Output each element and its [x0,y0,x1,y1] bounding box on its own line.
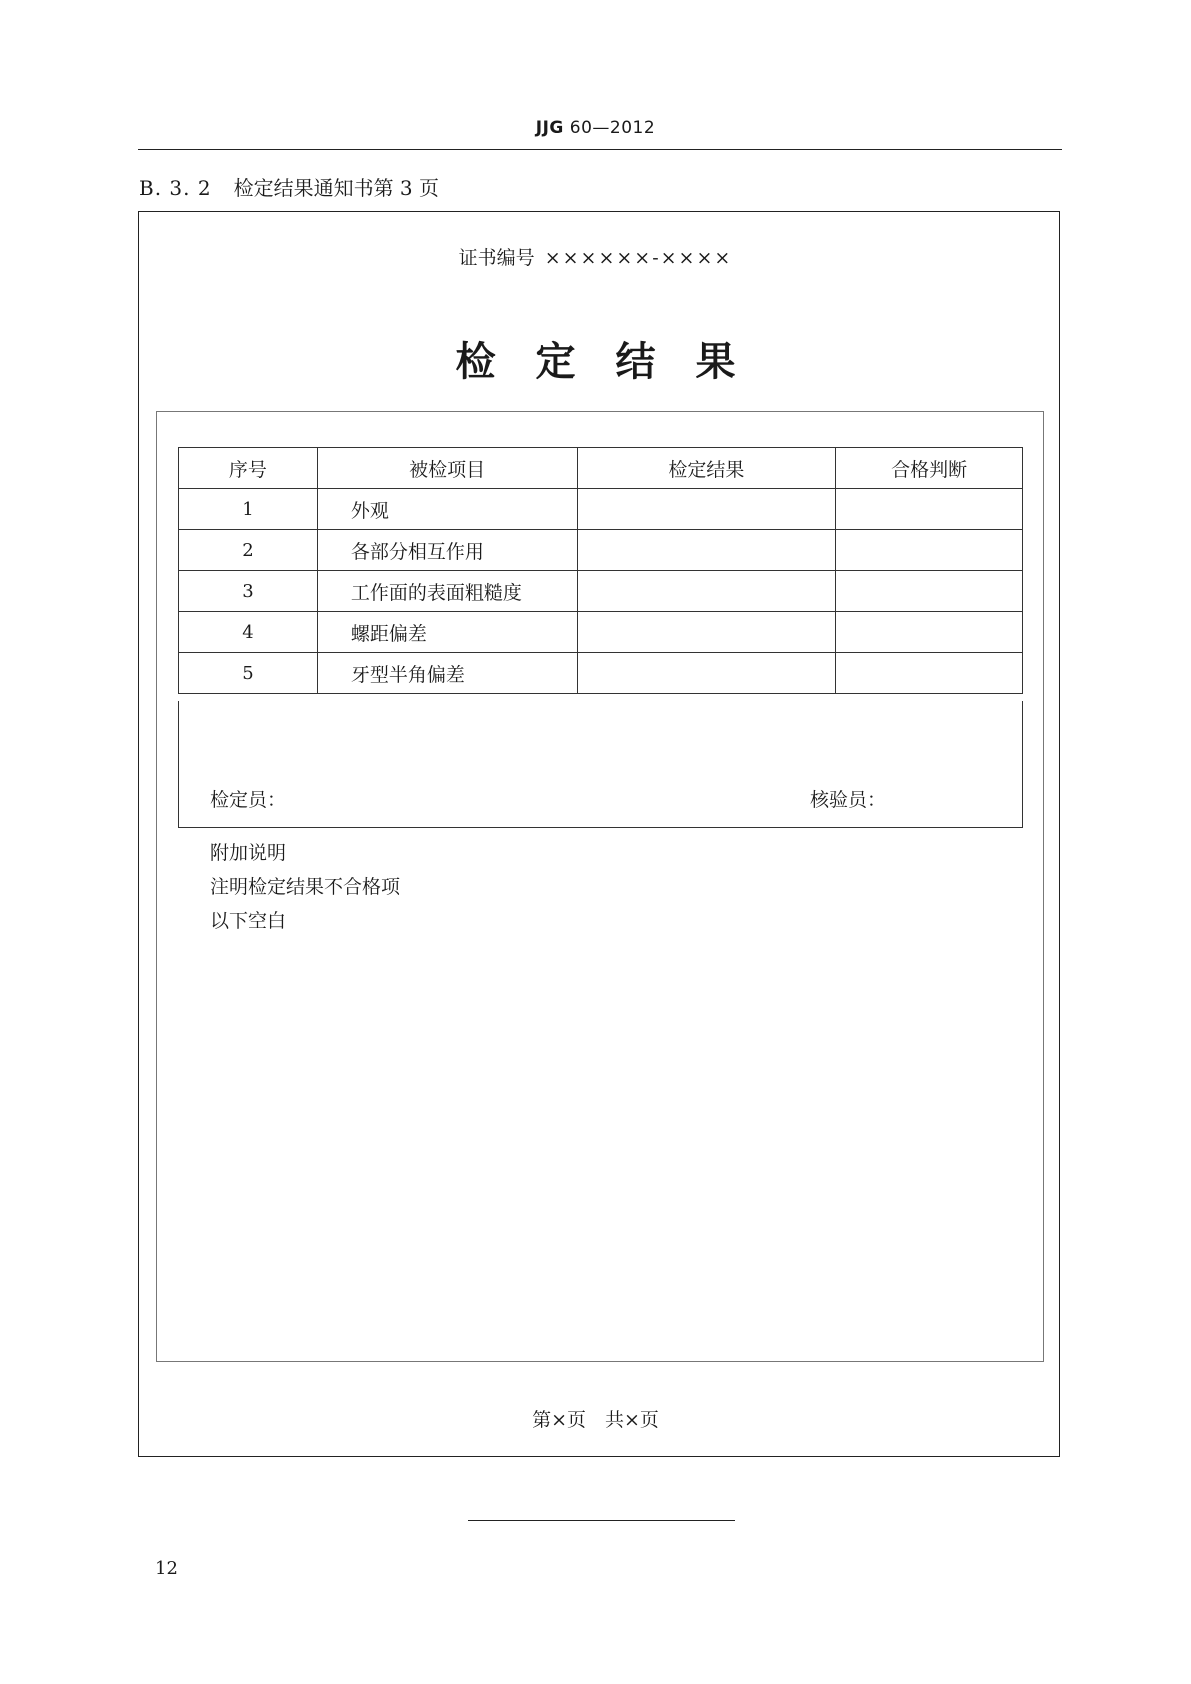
notes-heading: 附加说明 [210,842,287,864]
notes-line: 注明检定结果不合格项 [210,876,401,898]
section-number: B. 3. 2 [139,176,212,200]
row-judgement [836,612,1023,653]
row-item: 牙型半角偏差 [317,653,577,694]
header-item: 被检项目 [317,448,577,489]
row-result [577,653,836,694]
standard-code: 60—2012 [569,118,656,138]
header-result: 检定结果 [577,448,836,489]
table-row [179,612,1023,653]
table-row [179,571,1023,612]
row-result [577,530,836,571]
section-title: 检定结果通知书第 3 页 [233,176,440,200]
table-row [179,489,1023,530]
certificate-number [0,243,1191,270]
document-title: 检定结果 [455,339,776,385]
row-result [577,489,836,530]
row-no: 2 [179,530,318,571]
row-judgement [836,489,1023,530]
table-row [179,530,1023,571]
additional-notes [210,836,400,938]
header-rule [138,149,1062,150]
row-judgement [836,530,1023,571]
standard-prefix: JJG [535,118,564,138]
results-table [178,447,1023,694]
row-result [577,612,836,653]
page-number: 12 [155,1558,178,1579]
table-row [179,653,1023,694]
footer-rule [468,1520,735,1521]
table-header-row [179,448,1023,489]
certificate-number-label: 证书编号 [458,247,535,269]
row-item: 螺距偏差 [317,612,577,653]
row-no: 1 [179,489,318,530]
notes-line: 以下空白 [210,910,287,932]
verifier-label: 检定员： [210,789,287,811]
row-judgement [836,571,1023,612]
row-no: 5 [179,653,318,694]
row-result [577,571,836,612]
row-item: 各部分相互作用 [317,530,577,571]
running-header [0,118,1191,138]
page-counter: 第×页 共×页 [532,1409,659,1431]
certificate-number-value: ××××××-×××× [544,247,733,269]
section-heading [139,172,439,201]
header-judgement: 合格判断 [836,448,1023,489]
row-item: 工作面的表面粗糙度 [317,571,577,612]
row-judgement [836,653,1023,694]
row-no: 4 [179,612,318,653]
row-item: 外观 [317,489,577,530]
checker-label: 核验员： [810,789,887,811]
header-no: 序号 [179,448,318,489]
signature-box [178,701,1023,828]
row-no: 3 [179,571,318,612]
